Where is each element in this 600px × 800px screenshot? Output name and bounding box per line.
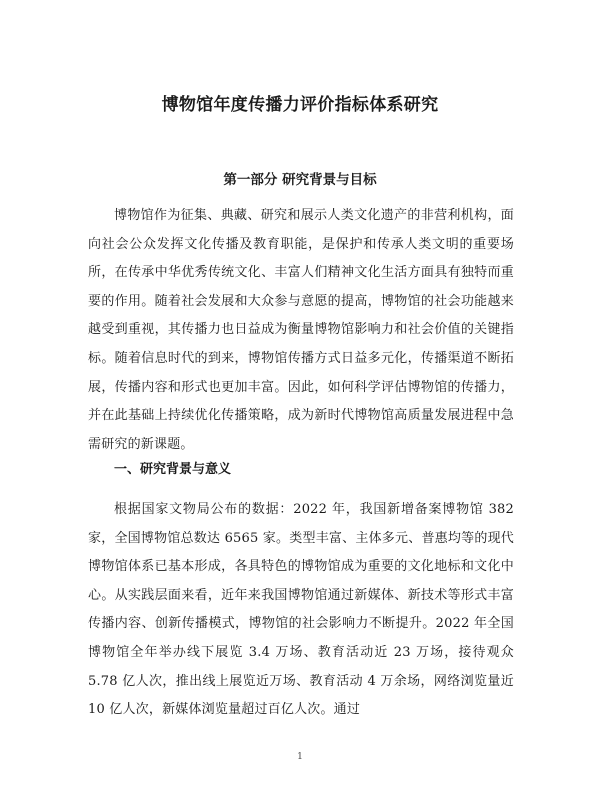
subsection-heading: 一、研究背景与意义 (114, 462, 232, 477)
document-title: 博物馆年度传播力评价指标体系研究 (161, 95, 439, 115)
paragraph-intro: 博物馆作为征集、典藏、研究和展示人类文化遗产的非营利机构，面向社会公众发挥文化传播及教育职能，是保护和传承人类文明的重要场所，在传承中华优秀传统文化、丰富人们精神文化生活方面具有独特而重要的作用。随着社会发展和大众参与意愿的提高，博物馆的社会功能越来越受到重视，其传播力也日益成为衡量博物馆影响力和社会价值的关键指标。随着信息时代的到来，博物馆传播方式日益多元化，传播渠道不断拓展，传播内容和形式也更加丰富。因此，如何科学评估博物馆的传播力，并在此基础上持续优化传播策略，成为新时代博物馆高质量发展进程中急需研究的新课题。 (88, 208, 514, 452)
page-number: 1 (297, 752, 303, 762)
paragraph-statistics: 根据国家文物局公布的数据：2022 年，我国新增备案博物馆 382 家，全国博物馆总数达 6565 家。类型丰富、主体多元、普惠均等的现代博物馆体系已基本形成，各具特色的博物馆成为重要的文化地标和文化中心。从实践层面来看，近年来我国博物馆通过新媒体、新技术等形式丰富传播内容、创新传播模式，博物馆的社会影响力不断提升。2022 年全国博物馆全年举办线下展览 3.4 万场、教育活动近 23 万场，接待观众 5.78 亿人次，推出线上展览近万场、教育活动 4 万余场，网络浏览量近 10 亿人次，新媒体浏览量超过百亿人次。通过 (88, 502, 514, 718)
part-heading: 第一部分 研究背景与目标 (223, 172, 377, 188)
